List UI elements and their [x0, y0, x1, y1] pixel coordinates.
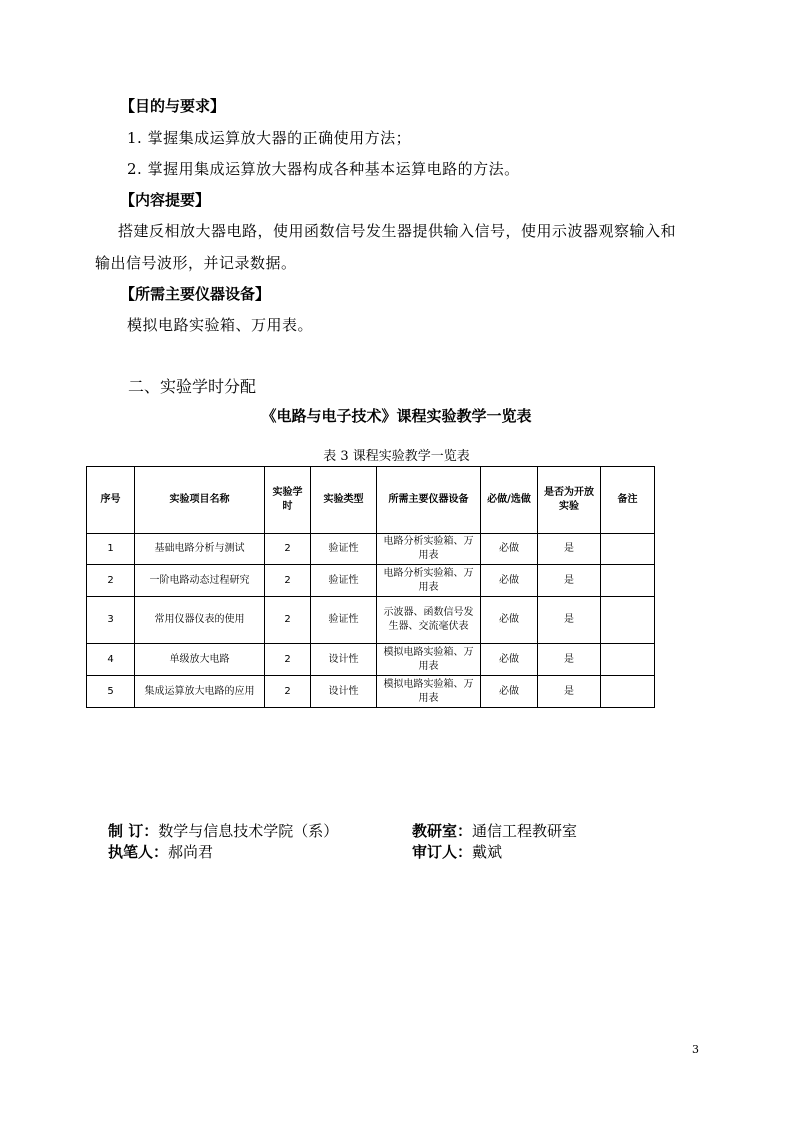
- equipment-text: 模拟电路实验箱、万用表。: [127, 316, 314, 334]
- content-line-2: 输出信号波形，并记录数据。: [95, 254, 297, 272]
- page-number: 3: [692, 1043, 699, 1056]
- author-value: 郝尚君: [168, 843, 214, 861]
- header-open: 是否为开放实验: [538, 467, 601, 534]
- row-hours: 2: [265, 676, 311, 708]
- row-no: 3: [87, 597, 135, 644]
- footer-office: [412, 820, 577, 841]
- row-equipment: 电路分析实验箱、万用表: [377, 565, 481, 597]
- row-open: 是: [538, 565, 601, 597]
- row-no: 5: [87, 676, 135, 708]
- row-name: 一阶电路动态过程研究: [135, 565, 265, 597]
- objectives-heading: 【目的与要求】: [120, 97, 226, 115]
- row-type: 验证性: [311, 534, 377, 565]
- reviewer-label: 审订人：: [412, 843, 473, 861]
- table-row: [87, 534, 655, 565]
- row-note: [601, 534, 655, 565]
- row-name: 常用仪器仪表的使用: [135, 597, 265, 644]
- header-no: 序号: [87, 467, 135, 534]
- row-required: 必做: [481, 565, 538, 597]
- row-note: [601, 597, 655, 644]
- row-hours: 2: [265, 597, 311, 644]
- hours-section-title: 二、实验学时分配: [128, 377, 257, 396]
- table-row: [87, 644, 655, 676]
- row-note: [601, 644, 655, 676]
- reviewer-value: 戴斌: [472, 843, 503, 861]
- equipment-heading: 【所需主要仪器设备】: [120, 285, 271, 303]
- row-no: 2: [87, 565, 135, 597]
- header-hours: 实验学时: [265, 467, 311, 534]
- row-equipment: 示波器、函数信号发生器、交流毫伏表: [377, 597, 481, 644]
- row-required: 必做: [481, 676, 538, 708]
- objective-item-2: 2. 掌握用集成运算放大器构成各种基本运算电路的方法。: [127, 160, 520, 178]
- office-label: 教研室：: [412, 822, 473, 840]
- row-hours: 2: [265, 534, 311, 565]
- content-line-1: 搭建反相放大器电路，使用函数信号发生器提供输入信号，使用示波器观察输入和: [118, 222, 677, 240]
- row-type: 验证性: [311, 565, 377, 597]
- author-label: 执笔人：: [108, 843, 169, 861]
- header-note: 备注: [601, 467, 655, 534]
- revised-value: 数学与信息技术学院（系）: [158, 822, 339, 840]
- header-name: 实验项目名称: [135, 467, 265, 534]
- row-type: 设计性: [311, 644, 377, 676]
- row-equipment: 模拟电路实验箱、万用表: [377, 644, 481, 676]
- row-no: 4: [87, 644, 135, 676]
- table-caption: 表 3 课程实验教学一览表: [323, 449, 470, 464]
- row-name: 集成运算放大电路的应用: [135, 676, 265, 708]
- row-equipment: 电路分析实验箱、万用表: [377, 534, 481, 565]
- row-required: 必做: [481, 644, 538, 676]
- row-type: 设计性: [311, 676, 377, 708]
- row-open: 是: [538, 644, 601, 676]
- table-title: 《电路与电子技术》课程实验教学一览表: [261, 407, 532, 425]
- row-note: [601, 565, 655, 597]
- footer-revised: [108, 820, 338, 841]
- row-required: 必做: [481, 534, 538, 565]
- revised-label: 制 订：: [108, 822, 159, 840]
- table-header-row: [87, 467, 655, 534]
- header-equipment: 所需主要仪器设备: [377, 467, 481, 534]
- table-row: [87, 565, 655, 597]
- table-row: [87, 676, 655, 708]
- footer-author: [108, 841, 213, 862]
- row-open: 是: [538, 597, 601, 644]
- objective-item-1: 1. 掌握集成运算放大器的正确使用方法；: [127, 129, 412, 147]
- row-equipment: 模拟电路实验箱、万用表: [377, 676, 481, 708]
- row-hours: 2: [265, 644, 311, 676]
- table-row: [87, 597, 655, 644]
- office-value: 通信工程教研室: [472, 822, 578, 840]
- row-name: 单级放大电路: [135, 644, 265, 676]
- header-type: 实验类型: [311, 467, 377, 534]
- header-required: 必做/选做: [481, 467, 538, 534]
- content-heading: 【内容提要】: [120, 191, 211, 209]
- experiment-table: [86, 466, 655, 708]
- row-note: [601, 676, 655, 708]
- row-open: 是: [538, 534, 601, 565]
- row-no: 1: [87, 534, 135, 565]
- row-open: 是: [538, 676, 601, 708]
- row-type: 验证性: [311, 597, 377, 644]
- footer-reviewer: [412, 841, 502, 862]
- row-hours: 2: [265, 565, 311, 597]
- row-name: 基础电路分析与测试: [135, 534, 265, 565]
- row-required: 必做: [481, 597, 538, 644]
